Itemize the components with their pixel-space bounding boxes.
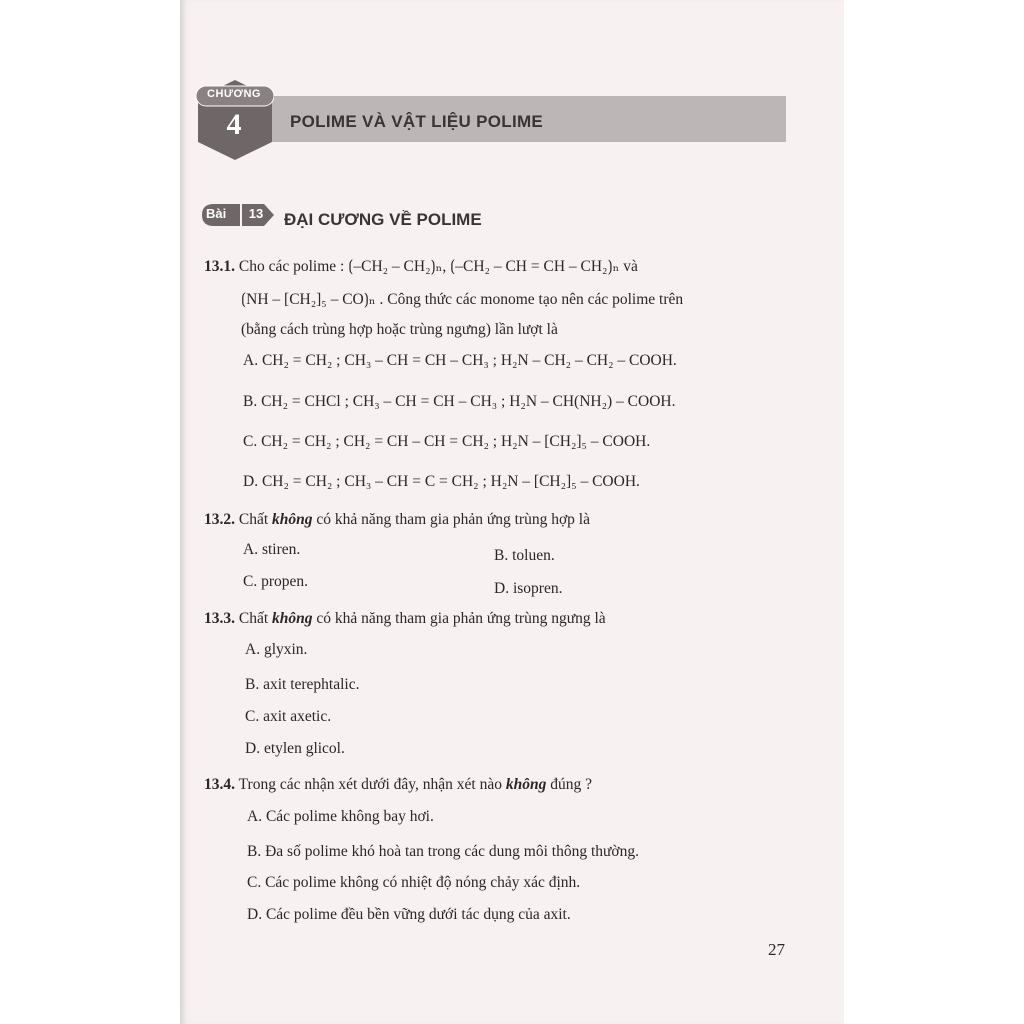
question-13-3 (204, 610, 606, 628)
question-13-1-line-3: (bằng cách trùng hợp hoặc trùng ngưng) lần lượt là (241, 321, 558, 338)
page-number: 27 (768, 940, 785, 959)
question-13-1-line-1 (204, 257, 638, 276)
question-number: 13.3. (204, 610, 235, 627)
chapter-label: CHƯƠNG (207, 88, 261, 100)
option-13-2-a: A. stiren. (243, 541, 301, 558)
question-text: Cho các polime : ⟮–CH₂ – CH₂⟯ₙ, ⟮–CH₂ – CH = CH – CH₂⟯ₙ và (238, 258, 638, 275)
option-13-2-d: D. isopren. (494, 580, 563, 597)
option-13-1-b: B. CH₂ = CHCl ; CH₃ – CH = CH – CH₃ ; H₂N – CH(NH₂) – COOH. (243, 393, 676, 410)
option-13-4-a: A. Các polime không bay hơi. (247, 808, 434, 825)
lesson-number: 13 (248, 206, 264, 221)
question-text-pre: Chất (238, 610, 273, 627)
option-13-4-b: B. Đa số polime khó hoà tan trong các dung môi thông thường. (247, 843, 639, 860)
question-text-pre: Chất (238, 511, 273, 528)
lesson-title: ĐẠI CƯƠNG VỀ POLIME (284, 210, 482, 229)
question-number: 13.4. (204, 776, 235, 793)
option-13-2-c: C. propen. (243, 573, 309, 590)
option-13-4-d: D. Các polime đều bền vững dưới tác dụng của axit. (247, 906, 571, 923)
option-13-4-c: C. Các polime không có nhiệt độ nóng chảy xác định. (247, 874, 581, 891)
option-13-2-b: B. toluen. (494, 547, 555, 564)
question-number: 13.1. (204, 258, 235, 275)
question-13-4 (204, 776, 592, 794)
question-text-post: có khả năng tham gia phản ứng trùng ngưng là (312, 610, 606, 627)
question-text-post: đúng ? (546, 776, 593, 793)
question-text-emphasis: không (505, 776, 547, 793)
option-13-1-a: A. CH₂ = CH₂ ; CH₃ – CH = CH – CH₃ ; H₂N – CH₂ – CH₂ – COOH. (243, 352, 677, 369)
option-13-3-c: C. axit axetic. (245, 708, 332, 725)
question-13-2 (204, 511, 590, 529)
question-text-emphasis: không (272, 610, 313, 627)
chapter-title: POLIME VÀ VẬT LIỆU POLIME (290, 112, 544, 131)
option-13-3-a: A. glyxin. (245, 641, 308, 658)
question-text-pre: Trong các nhận xét dưới đây, nhận xét nào (238, 776, 506, 793)
option-13-1-c: C. CH₂ = CH₂ ; CH₂ = CH – CH = CH₂ ; H₂N – [CH₂]₅ – COOH. (243, 433, 651, 450)
question-number: 13.2. (204, 511, 235, 528)
question-text-emphasis: không (272, 511, 313, 528)
chapter-number: 4 (226, 108, 242, 141)
question-text-post: có khả năng tham gia phản ứng trùng hợp là (312, 511, 590, 528)
option-13-3-b: B. axit terephtalic. (245, 676, 360, 693)
option-13-1-d: D. CH₂ = CH₂ ; CH₃ – CH = C = CH₂ ; H₂N – [CH₂]₅ – COOH. (243, 473, 640, 490)
question-13-1-line-2: ⟮NH – [CH₂]₅ – CO⟯ₙ . Công thức các monome tạo nên các polime trên (241, 291, 684, 308)
lesson-label: Bài (206, 206, 227, 221)
option-13-3-d: D. etylen glicol. (245, 740, 345, 757)
